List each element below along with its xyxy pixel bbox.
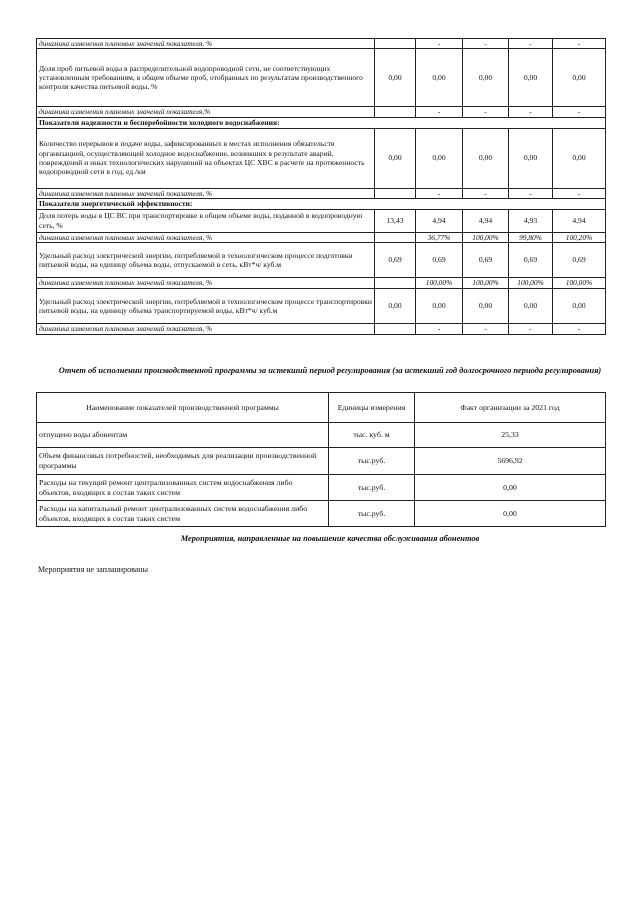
table-row bbox=[37, 423, 606, 448]
indicator-row bbox=[37, 49, 606, 107]
table-row bbox=[37, 475, 606, 501]
indicator-value: - bbox=[553, 107, 606, 117]
indicator-row bbox=[37, 128, 606, 188]
indicator-value: 0,69 bbox=[509, 243, 553, 278]
indicator-value: 4,94 bbox=[463, 209, 509, 232]
indicator-value: 99,80% bbox=[509, 232, 553, 242]
indicator-value: 4,94 bbox=[553, 209, 606, 232]
report-row-fact: 5696,92 bbox=[415, 448, 606, 475]
indicator-value: - bbox=[553, 324, 606, 335]
indicator-label: динамика изменения плановых значений показателя, % bbox=[37, 278, 375, 289]
indicator-value: - bbox=[463, 39, 509, 49]
dynamics-row bbox=[37, 324, 606, 335]
indicator-value bbox=[375, 188, 416, 198]
indicator-label: Удельный расход электрической энергии, потребляемой в технологическом процессе подготовки питьевой воды, на единицу объема воды, отпускаемой в сеть, кВт*ч/ куб.м bbox=[37, 243, 375, 278]
indicator-value: 4,93 bbox=[509, 209, 553, 232]
indicator-value: - bbox=[416, 324, 463, 335]
indicator-value: - bbox=[553, 39, 606, 49]
indicator-value: 0,69 bbox=[375, 243, 416, 278]
indicator-value: 100,00% bbox=[509, 278, 553, 289]
indicator-value: 0,69 bbox=[553, 243, 606, 278]
indicator-label: динамика изменения плановых значений показателя,% bbox=[37, 107, 375, 117]
indicator-value: 0,69 bbox=[463, 243, 509, 278]
indicator-value: 0,00 bbox=[553, 128, 606, 188]
indicator-value bbox=[375, 232, 416, 242]
indicator-value: 0,00 bbox=[416, 289, 463, 324]
indicator-value: 0,00 bbox=[463, 289, 509, 324]
header-unit: Единицы измерения bbox=[329, 393, 415, 423]
indicator-value bbox=[375, 278, 416, 289]
indicator-value: 0,00 bbox=[553, 289, 606, 324]
indicator-value: 0,00 bbox=[509, 128, 553, 188]
section-title: Показатели энергетической эффективности: bbox=[37, 198, 606, 209]
indicator-value: 0,00 bbox=[553, 49, 606, 107]
report-row-name: Расходы на текущий ремонт централизованных систем водоснабжения либо объектов, входящих в состав таких систем bbox=[37, 475, 329, 501]
report-row-name: Расходы на капитальный ремонт централизованных систем водоснабжения либо объектов, входящих в состав таких систем bbox=[37, 501, 329, 527]
indicator-value: 4,94 bbox=[416, 209, 463, 232]
indicator-row bbox=[37, 209, 606, 232]
indicator-value: 100,00% bbox=[463, 278, 509, 289]
indicator-label: Удельный расход электрической энергии, потребляемой в технологическом процессе транспортировки питьевой воды, на единицу объема транспортируемой воды, кВт*ч/ куб.м bbox=[37, 289, 375, 324]
indicator-value bbox=[375, 107, 416, 117]
report-row-fact: 25,33 bbox=[415, 423, 606, 448]
indicator-value bbox=[375, 39, 416, 49]
indicator-value: - bbox=[509, 107, 553, 117]
report-row-unit: тыс. куб. м bbox=[329, 423, 415, 448]
dynamics-row bbox=[37, 232, 606, 242]
indicator-value: 0,69 bbox=[416, 243, 463, 278]
indicator-value: - bbox=[509, 39, 553, 49]
indicator-value: - bbox=[463, 324, 509, 335]
report-table bbox=[36, 392, 606, 527]
report-row-unit: тыс.руб. bbox=[329, 448, 415, 475]
indicator-value: - bbox=[463, 107, 509, 117]
indicator-value: 0,00 bbox=[509, 289, 553, 324]
indicator-value: 100,00% bbox=[463, 232, 509, 242]
indicator-value: - bbox=[463, 188, 509, 198]
measures-title: Мероприятия, направленные на повышение качества обслуживания абонентов bbox=[180, 534, 480, 543]
report-row-unit: тыс.руб. bbox=[329, 501, 415, 527]
indicator-value: 0,00 bbox=[509, 49, 553, 107]
indicator-value: 0,00 bbox=[416, 49, 463, 107]
indicators-table bbox=[36, 38, 606, 335]
indicator-value: 100,20% bbox=[553, 232, 606, 242]
indicator-value: 0,00 bbox=[416, 128, 463, 188]
header-fact: Факт организации за 2021 год bbox=[415, 393, 606, 423]
indicator-value: - bbox=[509, 188, 553, 198]
indicator-label: динамика изменения плановых значений показателя, % bbox=[37, 232, 375, 242]
indicator-row bbox=[37, 243, 606, 278]
indicator-value: 100,00% bbox=[416, 278, 463, 289]
indicator-value: 0,00 bbox=[375, 49, 416, 107]
indicator-value: 0,00 bbox=[463, 49, 509, 107]
dynamics-row bbox=[37, 107, 606, 117]
indicator-value: 36,77% bbox=[416, 232, 463, 242]
indicator-value: 0,00 bbox=[375, 128, 416, 188]
indicator-value: - bbox=[509, 324, 553, 335]
section-title: Показатели надежности и бесперебойности холодного водоснабжения: bbox=[37, 117, 606, 128]
indicator-value bbox=[375, 324, 416, 335]
report-row-unit: тыс.руб. bbox=[329, 475, 415, 501]
indicator-value: - bbox=[416, 39, 463, 49]
indicator-label: Количество перерывов в подаче воды, зафиксированных в местах исполнения обязательств организацией, осуществляющей холодное водоснабжение, возникших в результате аварий, повреждений и иных технологических нарушений на объектах ЦС ХВС в расчете на протяженность водопроводной сети в год, ед./км bbox=[37, 128, 375, 188]
dynamics-row bbox=[37, 188, 606, 198]
indicator-label: Доля проб питьевой воды в распределительной водопроводной сети, не соответствующих установленным требованиям, в общем объеме проб, отобранных по результатам производственного контроля качества питьевой воды, % bbox=[37, 49, 375, 107]
dynamics-row bbox=[37, 278, 606, 289]
indicator-value: 0,00 bbox=[463, 128, 509, 188]
indicator-value: - bbox=[553, 188, 606, 198]
indicator-label: динамика изменения плановых значений показателя, % bbox=[37, 324, 375, 335]
indicator-value: - bbox=[416, 188, 463, 198]
report-row-fact: 0,00 bbox=[415, 475, 606, 501]
indicator-label: динамика изменения плановых значений показателя, % bbox=[37, 188, 375, 198]
report-row-name: Объем финансовых потребностей, необходимых для реализации производственной программы bbox=[37, 448, 329, 475]
indicator-label: Доля потерь воды в ЦС ВС при транспортировке в общем объеме воды, поданной в водопроводную сеть, % bbox=[37, 209, 375, 232]
indicator-value: 0,00 bbox=[375, 289, 416, 324]
measures-text: Мероприятия не запланированы bbox=[38, 565, 148, 574]
indicator-value: - bbox=[416, 107, 463, 117]
indicator-value: 13,43 bbox=[375, 209, 416, 232]
section-header-row bbox=[37, 198, 606, 209]
report-row-name: отпущено воды абонентам bbox=[37, 423, 329, 448]
table-row bbox=[37, 448, 606, 475]
indicator-value: 100,00% bbox=[553, 278, 606, 289]
dynamics-row bbox=[37, 39, 606, 49]
table-row bbox=[37, 501, 606, 527]
indicator-label: динамика изменения плановых значений показателя, % bbox=[37, 39, 375, 49]
header-name: Наименование показателей производственной программы bbox=[37, 393, 329, 423]
report-row-fact: 0,00 bbox=[415, 501, 606, 527]
report-header-row bbox=[37, 393, 606, 423]
report-title: Отчет об исполнении производственной программы за истекший период регулирования (за истекший год долгосрочного периода регулирования) bbox=[58, 366, 602, 375]
section-header-row bbox=[37, 117, 606, 128]
indicator-row bbox=[37, 289, 606, 324]
